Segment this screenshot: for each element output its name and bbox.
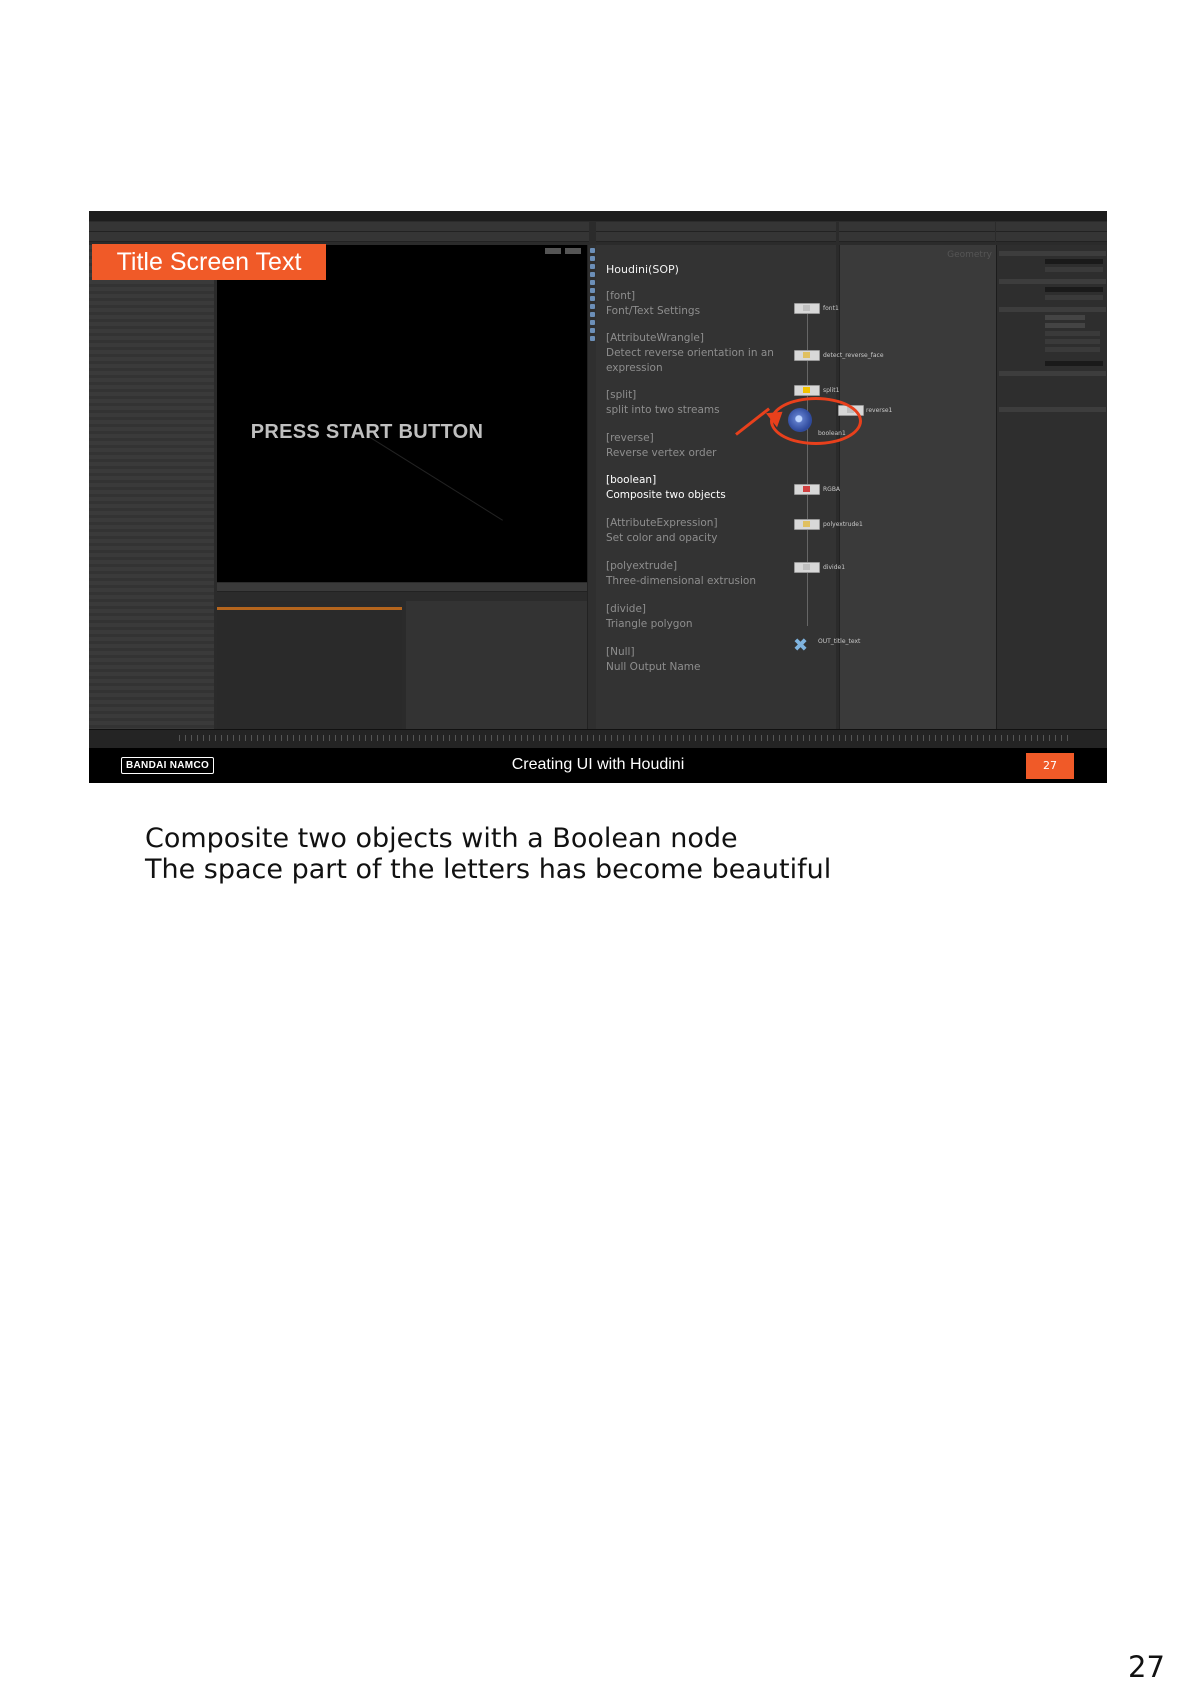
step-desc: Set color and opacity [606,532,718,544]
param-checkbox[interactable] [1045,339,1100,344]
param-field[interactable] [1045,295,1103,300]
page-number: 27 [1128,1650,1165,1684]
parameter-tabs[interactable] [996,222,1107,232]
param-field[interactable] [1045,259,1103,264]
timeline-ticks[interactable] [179,735,1069,741]
step-divide [606,602,826,632]
param-field[interactable] [1045,315,1085,320]
menu-bar[interactable] [89,211,1107,221]
node-font[interactable] [794,303,820,314]
tool-icon[interactable] [590,256,595,261]
node-swatch [803,305,810,311]
node-label: reverse1 [866,407,893,414]
step-desc: Reverse vertex order [606,447,717,459]
param-slider[interactable] [1045,361,1103,366]
step-desc: Null Output Name [606,661,701,673]
slide-screenshot [89,211,1107,783]
parameter-panel[interactable] [996,245,1107,729]
left-panel [89,245,214,729]
banner-title: Title Screen Text [116,248,302,276]
step-node: [split] [606,389,637,401]
parameter-toolbar[interactable] [996,232,1107,242]
param-field[interactable] [1045,267,1103,272]
step-attributeexpression [606,516,826,546]
viewport-toolbar[interactable] [89,232,589,242]
network-tabs[interactable] [839,222,995,232]
node-label: detect_reverse_face [823,352,884,359]
node-swatch [803,387,810,393]
node-label: font1 [823,305,839,312]
caption-line-1: Composite two objects with a Boolean node [145,823,738,854]
node-label: divide1 [823,564,846,571]
step-desc: Three-dimensional extrusion [606,575,756,587]
step-node: [divide] [606,603,647,615]
node-label: OUT_title_text [818,638,861,645]
shelf-toolbar[interactable] [89,222,589,232]
section-banner [92,244,326,280]
node-swatch [803,352,810,358]
step-node: [AttributeExpression] [606,517,718,529]
step-boolean [606,473,826,503]
node-split[interactable] [794,385,820,396]
scene-viewport[interactable] [217,245,587,582]
press-start-text: PRESS START BUTTON [250,421,484,443]
caption-line-2: The space part of the letters has become beautiful [145,854,832,885]
param-field[interactable] [1045,323,1085,328]
node-attributeexpression[interactable] [794,484,820,495]
timeline-bar[interactable] [89,729,1107,748]
tool-icon[interactable] [590,304,595,309]
step-desc: Composite two objects [606,489,726,501]
slide-page-number: 27 [1026,753,1074,779]
outline-title: Houdini(SOP) [606,263,679,276]
step-node: [boolean] [606,474,657,486]
spreadsheet-pane[interactable] [217,601,402,729]
viewport-guide-line [367,435,503,521]
outline-tabs[interactable] [596,222,836,232]
node-swatch [803,486,810,492]
step-node: [polyextrude] [606,560,678,572]
null-node-icon[interactable]: ✖ [793,635,809,656]
step-desc: Detect reverse orientation in an expression [606,347,774,374]
step-polyextrude [606,559,826,589]
network-toolbar[interactable] [839,232,995,242]
param-field[interactable] [1045,287,1103,292]
param-checkbox[interactable] [1045,347,1100,352]
tool-icon[interactable] [590,264,595,269]
footer-title: Creating UI with Houdini [511,756,685,773]
lower-pane-tabs[interactable] [217,583,587,592]
tool-icon[interactable] [590,280,595,285]
node-polyextrude[interactable] [794,519,820,530]
step-node: [reverse] [606,432,654,444]
step-font [606,289,826,319]
slide-footer [89,748,1107,783]
step-desc: Triangle polygon [606,618,693,630]
tool-icon[interactable] [590,328,595,333]
tool-icon[interactable] [590,320,595,325]
node-swatch [803,521,810,527]
param-section[interactable] [999,371,1106,376]
tool-icon[interactable] [590,248,595,253]
step-attributewrangle [606,331,826,376]
step-desc: Font/Text Settings [606,305,701,317]
param-section[interactable] [999,279,1106,284]
node-divide[interactable] [794,562,820,573]
tool-icon[interactable] [590,336,595,341]
node-swatch [803,564,810,570]
node-label: boolean1 [818,430,846,437]
param-section[interactable] [999,407,1106,412]
company-logo: BANDAI NAMCO [121,757,214,774]
param-checkbox[interactable] [1045,331,1100,336]
step-desc: split into two streams [606,404,720,416]
network-editor[interactable] [839,245,996,729]
viewport-display-buttons[interactable] [545,248,583,254]
node-attributewrangle[interactable] [794,350,820,361]
tool-icon[interactable] [590,296,595,301]
param-section[interactable] [999,307,1106,312]
step-node: [Null] [606,646,635,658]
node-label: RGBA [823,486,841,493]
details-pane [406,601,587,729]
step-node: [font] [606,290,636,302]
outline-toolbar[interactable] [596,232,836,242]
tool-icon[interactable] [590,312,595,317]
context-label: Geometry [947,250,992,260]
node-label: split1 [823,387,840,394]
tool-icon[interactable] [590,272,595,277]
node-label: polyextrude1 [823,521,863,528]
step-node: [AttributeWrangle] [606,332,704,344]
param-section[interactable] [999,251,1106,256]
selected-row[interactable] [217,607,402,610]
tool-icon[interactable] [590,288,595,293]
